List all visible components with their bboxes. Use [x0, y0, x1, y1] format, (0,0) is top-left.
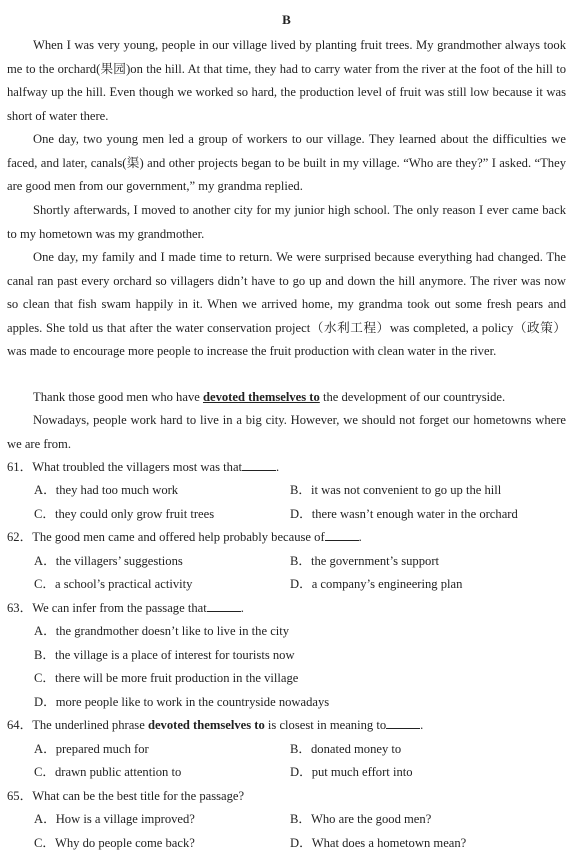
answer-blank — [207, 599, 241, 612]
option-63-a[interactable]: A．the grandmother doesn’t like to live in the city — [34, 624, 290, 638]
option-62-a[interactable]: A．the villagers’ suggestions — [34, 554, 183, 568]
section-title: B — [282, 12, 291, 27]
question-65 — [7, 785, 244, 809]
option-63-d[interactable]: D．more people like to work in the countryside nowadays — [34, 695, 330, 709]
option-61-c[interactable]: C．they could only grow fruit trees — [34, 507, 215, 521]
option-65-c[interactable]: C．Why do people come back? — [34, 836, 195, 850]
question-number: 64． — [7, 718, 33, 732]
question-number: 63． — [7, 601, 33, 615]
question-bold-phrase: devoted themselves to — [147, 718, 265, 732]
answer-blank — [325, 528, 359, 541]
option-65-d[interactable]: D．What does a hometown mean? — [290, 836, 467, 850]
question-number: 65． — [7, 789, 33, 803]
question-stem: What can be the best title for the passage? — [32, 789, 245, 803]
question-62: 62．The good men came and offered help probably because of . — [7, 530, 362, 544]
option-61-b[interactable]: B．it was not convenient to go up the hill — [290, 483, 502, 497]
answer-blank — [386, 716, 420, 729]
paragraph-4: One day, my family and I made time to return. We were surprised because everything had changed. The canal ran past every orchard so villagers didn’t have to go up and down the hill anymore. The river was now so clean that fish swam happily in it. When we arrived home, my grandma took out some fresh pears and apples. She told us that after the water conservation project（水利工程）was completed, a policy（政策）was made to encourage more people to increase the fruit production with clean water in the river. — [7, 250, 566, 359]
question-61: 61．What troubled the villagers most was that . — [7, 460, 280, 474]
paragraph-6: Nowadays, people work hard to live in a big city. However, we should not forget our hometowns where we are from. — [7, 413, 566, 451]
option-65-b[interactable]: B．Who are the good men? — [290, 812, 432, 826]
paragraph-5-text-before: Thank those good men who have — [33, 390, 203, 404]
question-number: 62． — [7, 530, 33, 544]
paragraph-1: When I was very young, people in our village lived by planting fruit trees. My grandmother always took me to the orchard(果园)on the hill. At that time, they had to carry water from the river at the foot of the hill to halfway up the hill. Even though we worked so hard, the production level of fruit was still low because it was short of water there. — [7, 38, 566, 123]
option-62-d[interactable]: D．a company’s engineering plan — [290, 577, 463, 591]
option-62-b[interactable]: B．the government’s support — [290, 554, 440, 568]
question-stem: We can infer from the passage that — [32, 601, 207, 615]
question-stem: What troubled the villagers most was that — [32, 460, 243, 474]
question-63: 63．We can infer from the passage that . — [7, 601, 244, 615]
question-64: 64．The underlined phrase devoted themselves to is closest in meaning to . — [7, 718, 424, 732]
question-number: 61． — [7, 460, 33, 474]
paragraph-5 — [7, 386, 566, 410]
underlined-phrase: devoted themselves to — [202, 390, 320, 404]
question-stem: The underlined phrase — [32, 718, 148, 732]
paragraph-3: Shortly afterwards, I moved to another city for my junior high school. The only reason I ever came back to my hometown was my grandmother. — [7, 203, 566, 241]
option-64-a[interactable]: A．prepared much for — [34, 742, 149, 756]
paragraph-5-text-after: the development of our countryside. — [319, 390, 506, 404]
option-64-b[interactable]: B．donated money to — [290, 742, 402, 756]
paragraph-2: One day, two young men led a group of workers to our village. They learned about the difficulties we faced, and later, canals(渠) and other projects began to be built in my village. “Who are they?” I asked. “They are good men from our government,” my grandma replied. — [7, 132, 566, 194]
option-61-a[interactable]: A．they had too much work — [34, 483, 179, 497]
option-63-b[interactable]: B．the village is a place of interest for tourists now — [34, 648, 295, 662]
option-65-a[interactable]: A．How is a village improved? — [34, 812, 195, 826]
option-61-d[interactable]: D．there wasn’t enough water in the orchard — [290, 507, 518, 521]
option-62-c[interactable]: C．a school’s practical activity — [34, 577, 193, 591]
answer-blank — [242, 458, 276, 471]
question-stem: The good men came and offered help probably because of — [32, 530, 325, 544]
option-63-c[interactable]: C．there will be more fruit production in the village — [34, 671, 299, 685]
option-64-d[interactable]: D．put much effort into — [290, 765, 413, 779]
option-64-c[interactable]: C．drawn public attention to — [34, 765, 182, 779]
